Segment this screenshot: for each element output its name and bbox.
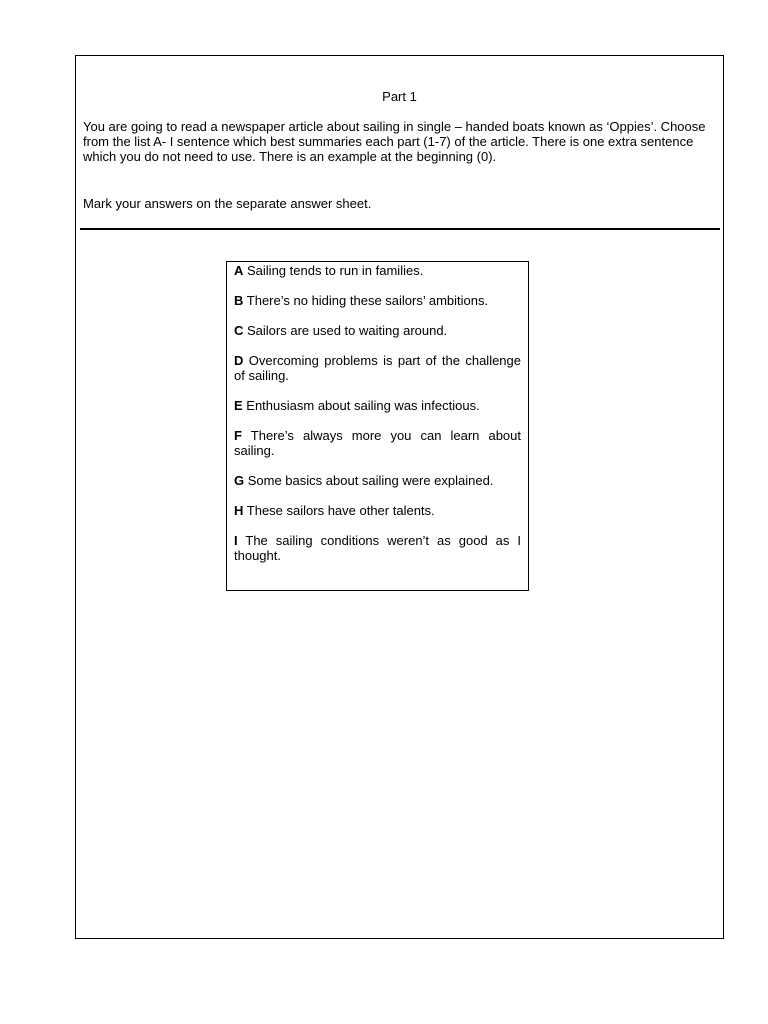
option-letter: B (234, 293, 244, 308)
section-divider (80, 228, 720, 230)
option-e (234, 398, 521, 413)
option-text: There’s always more you can learn about sailing. (234, 428, 521, 458)
option-i (234, 533, 521, 563)
option-letter: A (234, 263, 244, 278)
option-a (234, 263, 521, 278)
option-letter: C (234, 323, 244, 338)
option-g (234, 473, 521, 488)
instructions-text: You are going to read a newspaper article about sailing in single – handed boats known as ‘Oppies’. Choose from the list A- I sentence which best summaries each part (1-7) of the article. There is one extra sentence which you do not need to use. There is an example at the beginning (0). (83, 119, 706, 164)
option-text: Overcoming problems is part of the challenge of sailing. (234, 353, 521, 383)
option-text: Sailors are used to waiting around. (243, 323, 448, 338)
page-frame (75, 55, 724, 939)
option-b (234, 293, 521, 308)
option-text: Enthusiasm about sailing was infectious. (242, 398, 480, 413)
option-h (234, 503, 521, 518)
mark-answers-text: Mark your answers on the separate answer sheet. (83, 196, 372, 211)
option-letter: D (234, 353, 244, 368)
option-text: There’s no hiding these sailors’ ambitions. (243, 293, 489, 308)
option-text: The sailing conditions weren’t as good as I thought. (234, 533, 521, 563)
option-text: These sailors have other talents. (243, 503, 435, 518)
option-f (234, 428, 521, 458)
option-letter: E (234, 398, 243, 413)
option-d (234, 353, 521, 383)
option-letter: H (234, 503, 244, 518)
option-text: Sailing tends to run in families. (243, 263, 424, 278)
option-letter: F (234, 428, 242, 443)
option-c (234, 323, 521, 338)
option-letter: I (234, 533, 238, 548)
options-box (226, 261, 529, 591)
part-title: Part 1 (382, 89, 417, 104)
option-text: Some basics about sailing were explained. (244, 473, 494, 488)
option-letter: G (234, 473, 245, 488)
